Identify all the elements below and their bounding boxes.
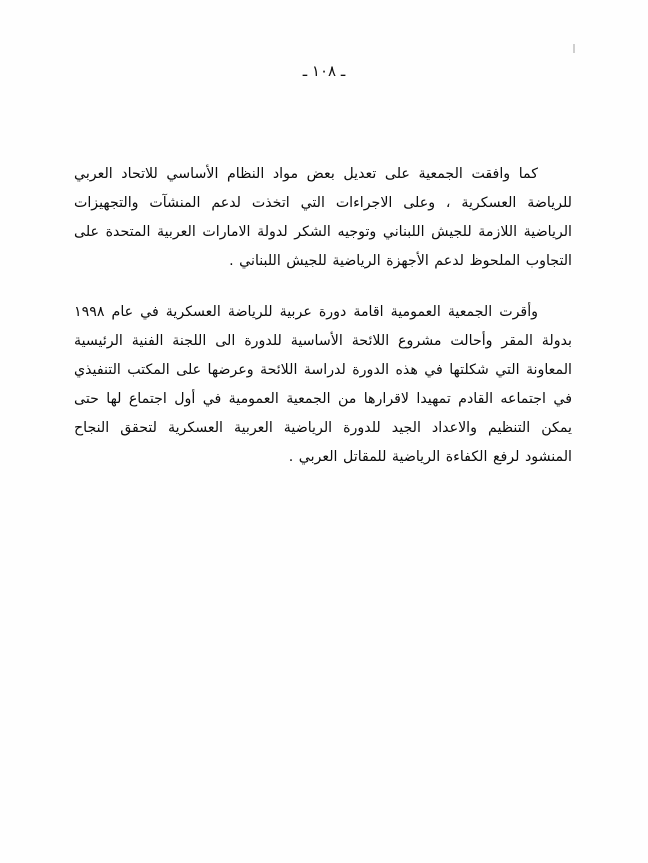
page-number: ـ ١٠٨ ـ [302, 62, 346, 80]
scan-corner-mark [573, 44, 575, 53]
paragraph-1 [74, 160, 572, 276]
paragraph-1-text: كما وافقت الجمعية على تعديل بعض مواد النظام الأساسي للاتحاد العربي للرياضة العسكرية ، وعلى الاجراءات التي اتخذت لدعم المنشآت والتجهيزات الرياضية اللازمة للجيش اللبناني وتوجيه الشكر لدولة الامارات العربية المتحدة على التجاوب الملحوظ لدعم الأجهزة الرياضية للجيش اللبناني . [74, 166, 572, 269]
page-body [74, 160, 572, 486]
paragraph-2 [74, 298, 572, 472]
paragraph-2-text: وأقرت الجمعية العمومية اقامة دورة عربية للرياضة العسكرية في عام ١٩٩٨ بدولة المقر وأحالت مشروع اللائحة الأساسية للدورة الى اللجنة الفنية الرئيسية المعاونة التي شكلتها في هذه الدورة لدراسة اللائحة وعرضها على المكتب التنفيذي في اجتماعه القادم تمهيدا لاقرارها من الجمعية العمومية في أول اجتماع لها حتى يمكن التنظيم والاعداد الجيد للدورة الرياضية العربية العسكرية لتحقق النجاح المنشود لرفع الكفاءة الرياضية للمقاتل العربي . [74, 304, 572, 465]
